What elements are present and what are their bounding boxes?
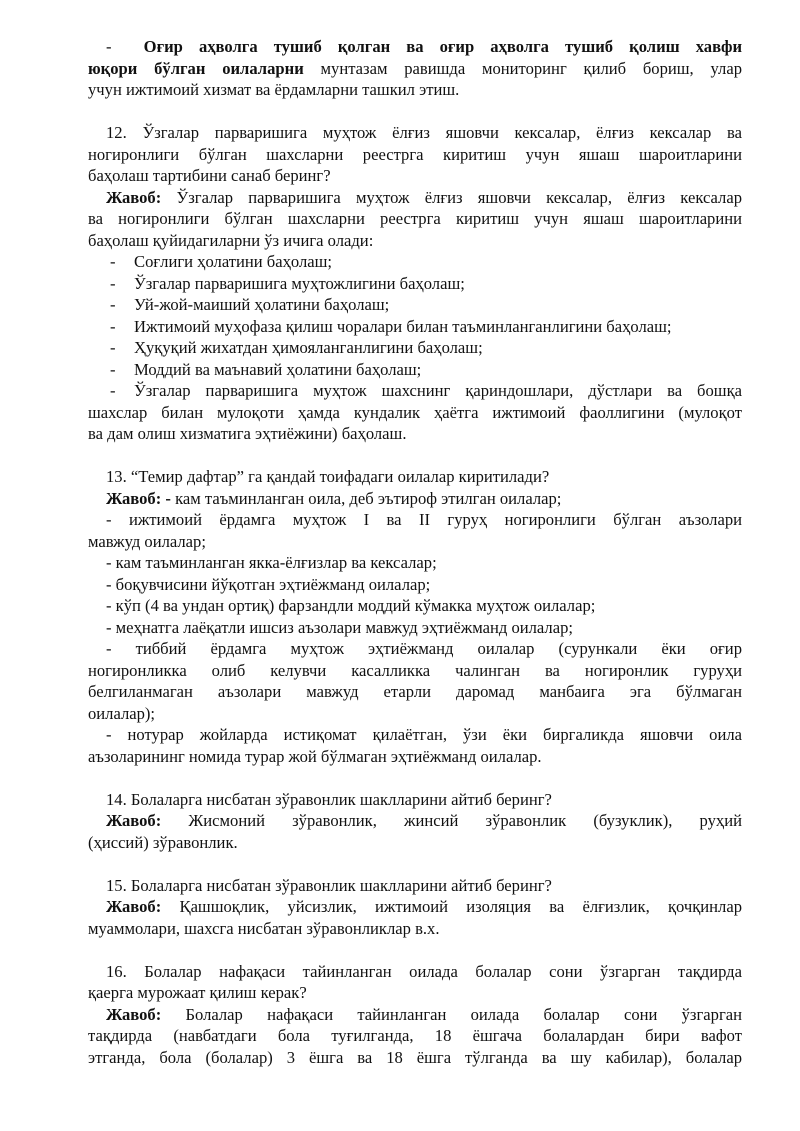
q13-line: - нотурар жойларда истиқомат қилаётган, ўзи ёки биргаликда яшовчи оила xyxy=(106,725,742,744)
list-item: - Ўзгалар парваришига муҳтож шахснинг қариндошлари, дўстлари ва бошқа xyxy=(110,381,742,400)
q16-question-line-1: 16. Болалар нафақаси тайинланган оилада болалар сони ўзгарган тақдирда xyxy=(106,961,742,981)
list-item-text: Ижтимоий муҳофаза қилиш чоралари билан таъминланганлигини баҳолаш; xyxy=(134,316,672,336)
q13-line: - боқувчисини йўқотган эҳтиёжманд оилалар; xyxy=(106,574,431,594)
text: Жисмоний зўравонлик, жинсий зўравонлик (бузуклик), руҳий xyxy=(161,811,742,830)
text: Ўзгалар парваришига муҳтож ёлғиз яшовчи кексалар, ёлғиз кексалар xyxy=(161,187,742,207)
intro-line-1 xyxy=(88,36,742,58)
q15-question: 15. Болаларга нисбатан зўравонлик шаклларини айтиб беринг? xyxy=(106,875,552,895)
answer-label: Жавоб: xyxy=(106,897,162,916)
list-item-text: Ҳуқуқий жихатдан ҳимояланганлигини баҳолаш; xyxy=(134,338,483,357)
list-item: - Ўзгалар парваришига муҳтожлигини баҳолаш; xyxy=(88,273,742,295)
q12-question-line-3: баҳолаш тартибини санаб беринг? xyxy=(88,166,331,185)
list-item: - Ҳуқуқий жихатдан ҳимояланганлигини баҳолаш; xyxy=(88,337,742,359)
q12-answer-line-1 xyxy=(88,187,742,209)
q13-line: белгиланмаган аъзолари мавжуд етарли даромад манбаига эга бўлмаган xyxy=(88,682,742,701)
text: кам таъминланган оила, деб эътироф этилган оилалар; xyxy=(170,488,562,508)
q12-answer-line-2: ва ногиронлиги бўлган шахсларни реестрга киритиш учун яшаш шароитларини xyxy=(88,209,742,228)
q12-item-line-2: шахслар билан мулоқоти ҳамда кундалик ҳаётга ижтимоий фаоллигини (мулоқот xyxy=(88,402,742,422)
q16-question-line-2: қаерга мурожаат қилиш керак? xyxy=(88,983,307,1002)
list-item: - Соғлиги ҳолатини баҳолаш; xyxy=(88,251,742,273)
answer-label: Жавоб: - xyxy=(106,488,171,508)
intro-line-3: учун ижтимоий хизмат ва ёрдамларни ташкил этиш. xyxy=(88,80,460,99)
q13-line: - ижтимоий ёрдамга муҳтож I ва II гуруҳ ногиронлиги бўлган аъзолари xyxy=(106,510,742,529)
list-item-text: Моддий ва маънавий ҳолатини баҳолаш; xyxy=(134,359,422,379)
q12-question-line-2: ногиронлиги бўлган шахсларни реестрга киритиш учун яшаш шароитларини xyxy=(88,144,742,164)
q14-answer-line-1 xyxy=(88,810,742,832)
bold-text: Оғир аҳволга тушиб қолган ва оғир аҳволга тушиб қолиш хавфи xyxy=(143,37,743,56)
q12-question-line-1: 12. Ўзгалар парваришига муҳтож ёлғиз яшовчи кексалар, ёлғиз кексалар ва xyxy=(106,123,742,142)
text: Болалар нафақаси тайинланган оилада болалар сони ўзгарган xyxy=(161,1004,742,1024)
text: Қашшоқлик, уйсизлик, ижтимоий изоляция ва ёлғизлик, қочқинлар xyxy=(161,897,742,916)
q12-item-line-3: ва дам олиш хизматига эҳтиёжини) баҳолаш. xyxy=(88,424,407,443)
list-item-text: Ўзгалар парваришига муҳтож шахснинг қариндошлари, дўстлари ва бошқа xyxy=(134,381,742,400)
q13-line: аъзоларининг номида турар жой бўлмаган эҳтиёжманд оилалар. xyxy=(88,746,542,766)
q13-line: мавжуд оилалар; xyxy=(88,531,206,551)
q13-line: - меҳнатга лаёқатли ишсиз аъзолари мавжуд эҳтиёжманд оилалар; xyxy=(106,617,573,637)
q14-answer-line-2: (ҳиссий) зўравонлик. xyxy=(88,832,238,852)
list-item-text: Ўзгалар парваришига муҳтожлигини баҳолаш; xyxy=(134,273,465,293)
list-item: - Моддий ва маънавий ҳолатини баҳолаш; xyxy=(88,359,742,381)
answer-label: Жавоб: xyxy=(106,1004,162,1024)
q13-line: ногиронликка олиб келувчи касалликка чалинган ва ногиронлик гуруҳи xyxy=(88,660,742,680)
document-page xyxy=(88,36,742,1068)
text: мунтазам равишда мониторинг қилиб бориш, улар xyxy=(303,58,742,78)
list-item-text: Уй-жой-маиший ҳолатини баҳолаш; xyxy=(134,295,390,314)
q12-answer-line-3: баҳолаш қуйидагиларни ўз ичига олади: xyxy=(88,230,374,250)
intro-line-2 xyxy=(88,58,742,80)
dash: - xyxy=(106,37,112,56)
q16-answer-line-1 xyxy=(88,1004,742,1026)
answer-label: Жавоб: xyxy=(106,811,162,830)
q13-line: - кам таъминланган якка-ёлғизлар ва кексалар; xyxy=(106,553,437,572)
q13-answer-line-1 xyxy=(88,488,742,510)
q16-answer-line-2: тақдирда (навбатдаги бола туғилганда, 18 ёшгача болалардан бири вафот xyxy=(88,1026,742,1045)
q13-line: - кўп (4 ва ундан ортиқ) фарзандли моддий кўмакка муҳтож оилалар; xyxy=(106,596,596,615)
q15-answer-line-1 xyxy=(88,896,742,918)
list-item-text: Соғлиги ҳолатини баҳолаш; xyxy=(134,252,333,271)
bold-text: юқори бўлган оилаларни xyxy=(88,58,304,78)
list-item: - Уй-жой-маиший ҳолатини баҳолаш; xyxy=(88,294,742,316)
q13-line: - тиббий ёрдамга муҳтож эҳтиёжманд оилалар (сурункали ёки оғир xyxy=(106,639,742,658)
list-item: - Ижтимоий муҳофаза қилиш чоралари билан таъминланганлигини баҳолаш; xyxy=(88,316,742,338)
q15-answer-line-2: муаммолари, шахсга нисбатан зўравонликлар в.х. xyxy=(88,918,440,938)
answer-label: Жавоб: xyxy=(106,187,162,207)
q13-question: 13. “Темир дафтар” га қандай тоифадаги оилалар киритилади? xyxy=(106,467,550,486)
q14-question: 14. Болаларга нисбатан зўравонлик шаклларини айтиб беринг? xyxy=(106,789,552,809)
q16-answer-line-3: этганда, бола (болалар) 3 ёшга ва 18 ёшга тўлганда ва шу кабилар), болалар xyxy=(88,1047,742,1067)
q13-line: оилалар); xyxy=(88,703,156,723)
